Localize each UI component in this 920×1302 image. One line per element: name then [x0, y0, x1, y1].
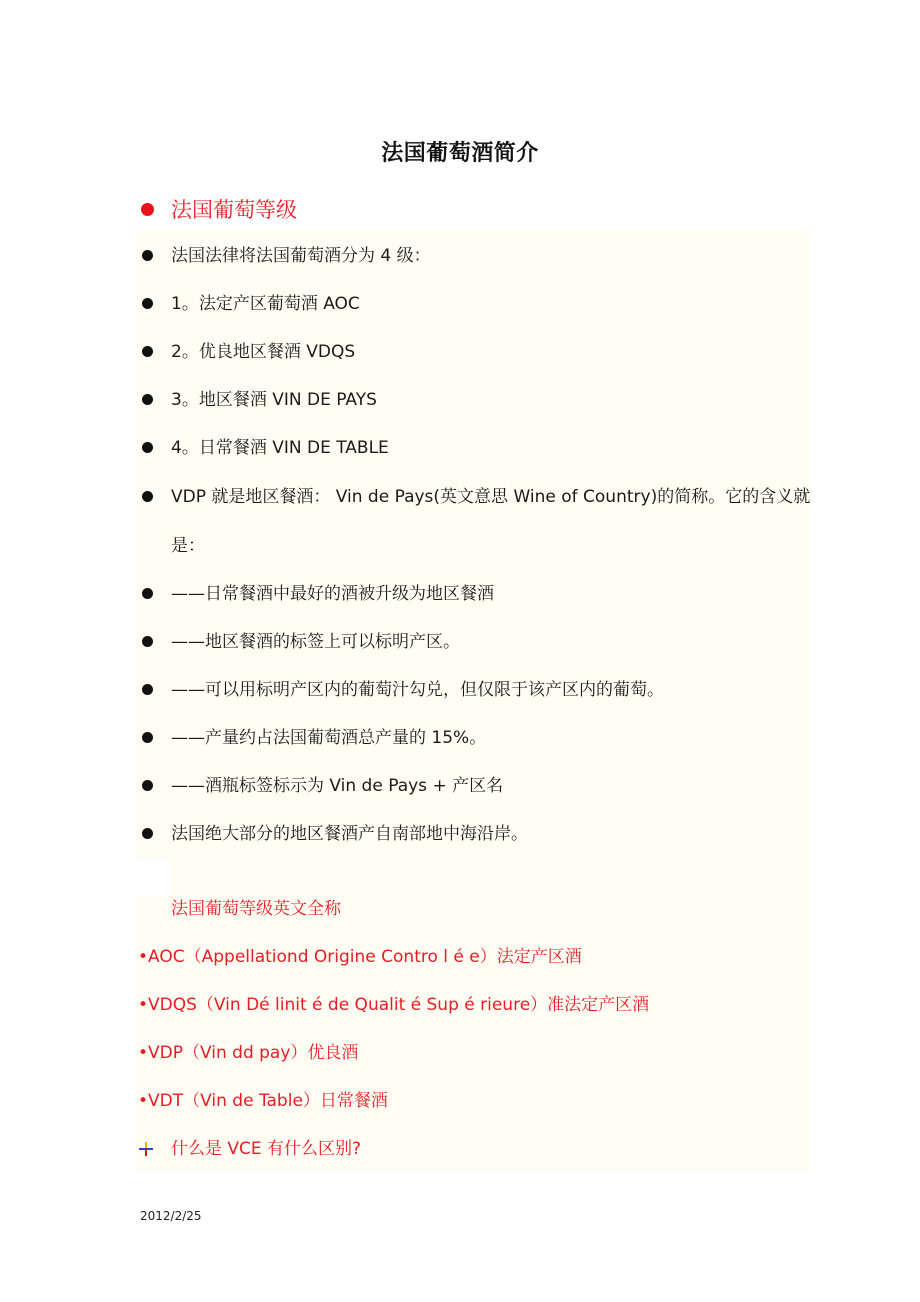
question-text: 什么是 VCE 有什么区别?	[171, 1139, 362, 1159]
footer-date: 2012/2/25	[140, 1209, 202, 1223]
bullet-icon	[142, 636, 153, 647]
bullet-icon	[142, 250, 153, 261]
bullet-icon	[142, 346, 153, 357]
list-item-text: ——日常餐酒中最好的酒被升级为地区餐酒	[171, 584, 494, 604]
bullet-icon	[142, 491, 153, 502]
page-title: 法国葡萄酒简介	[381, 141, 539, 166]
bullet-icon	[142, 780, 153, 791]
list-item-text: ——酒瓶标签标示为 Vin de Pays + 产区名	[171, 776, 504, 796]
list-item-text: 2。优良地区餐酒 VDQS	[171, 342, 356, 362]
list-item-text: 法国绝大部分的地区餐酒产自南部地中海沿岸。	[171, 824, 528, 844]
english-name-item: •VDP（Vin dd pay）优良酒	[138, 1043, 359, 1063]
section-heading: 法国葡萄等级	[171, 198, 297, 222]
list-item-text: 法国法律将法国葡萄酒分为 4 级：	[171, 246, 431, 266]
bullet-icon	[142, 442, 153, 453]
list-item	[136, 485, 810, 561]
bullet-icon	[142, 394, 153, 405]
list-item-text: ——地区餐酒的标签上可以标明产区。	[171, 632, 460, 652]
english-name-item: •VDT（Vin de Table）日常餐酒	[138, 1091, 388, 1111]
list-item-text: 4。日常餐酒 VIN DE TABLE	[171, 438, 389, 458]
bullet-icon	[142, 732, 153, 743]
bullet-icon	[142, 684, 153, 695]
english-name-item: •AOC（Appellationd Origine Contro l é e）法定产区酒	[138, 947, 582, 967]
sparkle-bullet-icon	[138, 1141, 154, 1157]
bullet-icon	[142, 828, 153, 839]
english-names-heading: 法国葡萄等级英文全称	[171, 899, 341, 919]
list-item-text: VDP 就是地区餐酒： Vin de Pays(英文意思 Wine of Country)的简称。它的含义就是：	[171, 487, 811, 556]
list-item-text: ——产量约占法国葡萄酒总产量的 15%。	[171, 728, 487, 748]
red-bullet-icon	[141, 203, 154, 216]
list-item-text: 3。地区餐酒 VIN DE PAYS	[171, 390, 377, 410]
bullet-icon	[142, 588, 153, 599]
list-item-text: 1。法定产区葡萄酒 AOC	[171, 294, 360, 314]
bullet-icon	[142, 298, 153, 309]
list-item-text: ——可以用标明产区内的葡萄汁勾兑，但仅限于该产区内的葡萄。	[171, 680, 664, 700]
content-shade-notch	[136, 860, 170, 896]
english-name-item: •VDQS（Vin Dé linit é de Qualit é Sup é rieure）准法定产区酒	[138, 995, 650, 1015]
